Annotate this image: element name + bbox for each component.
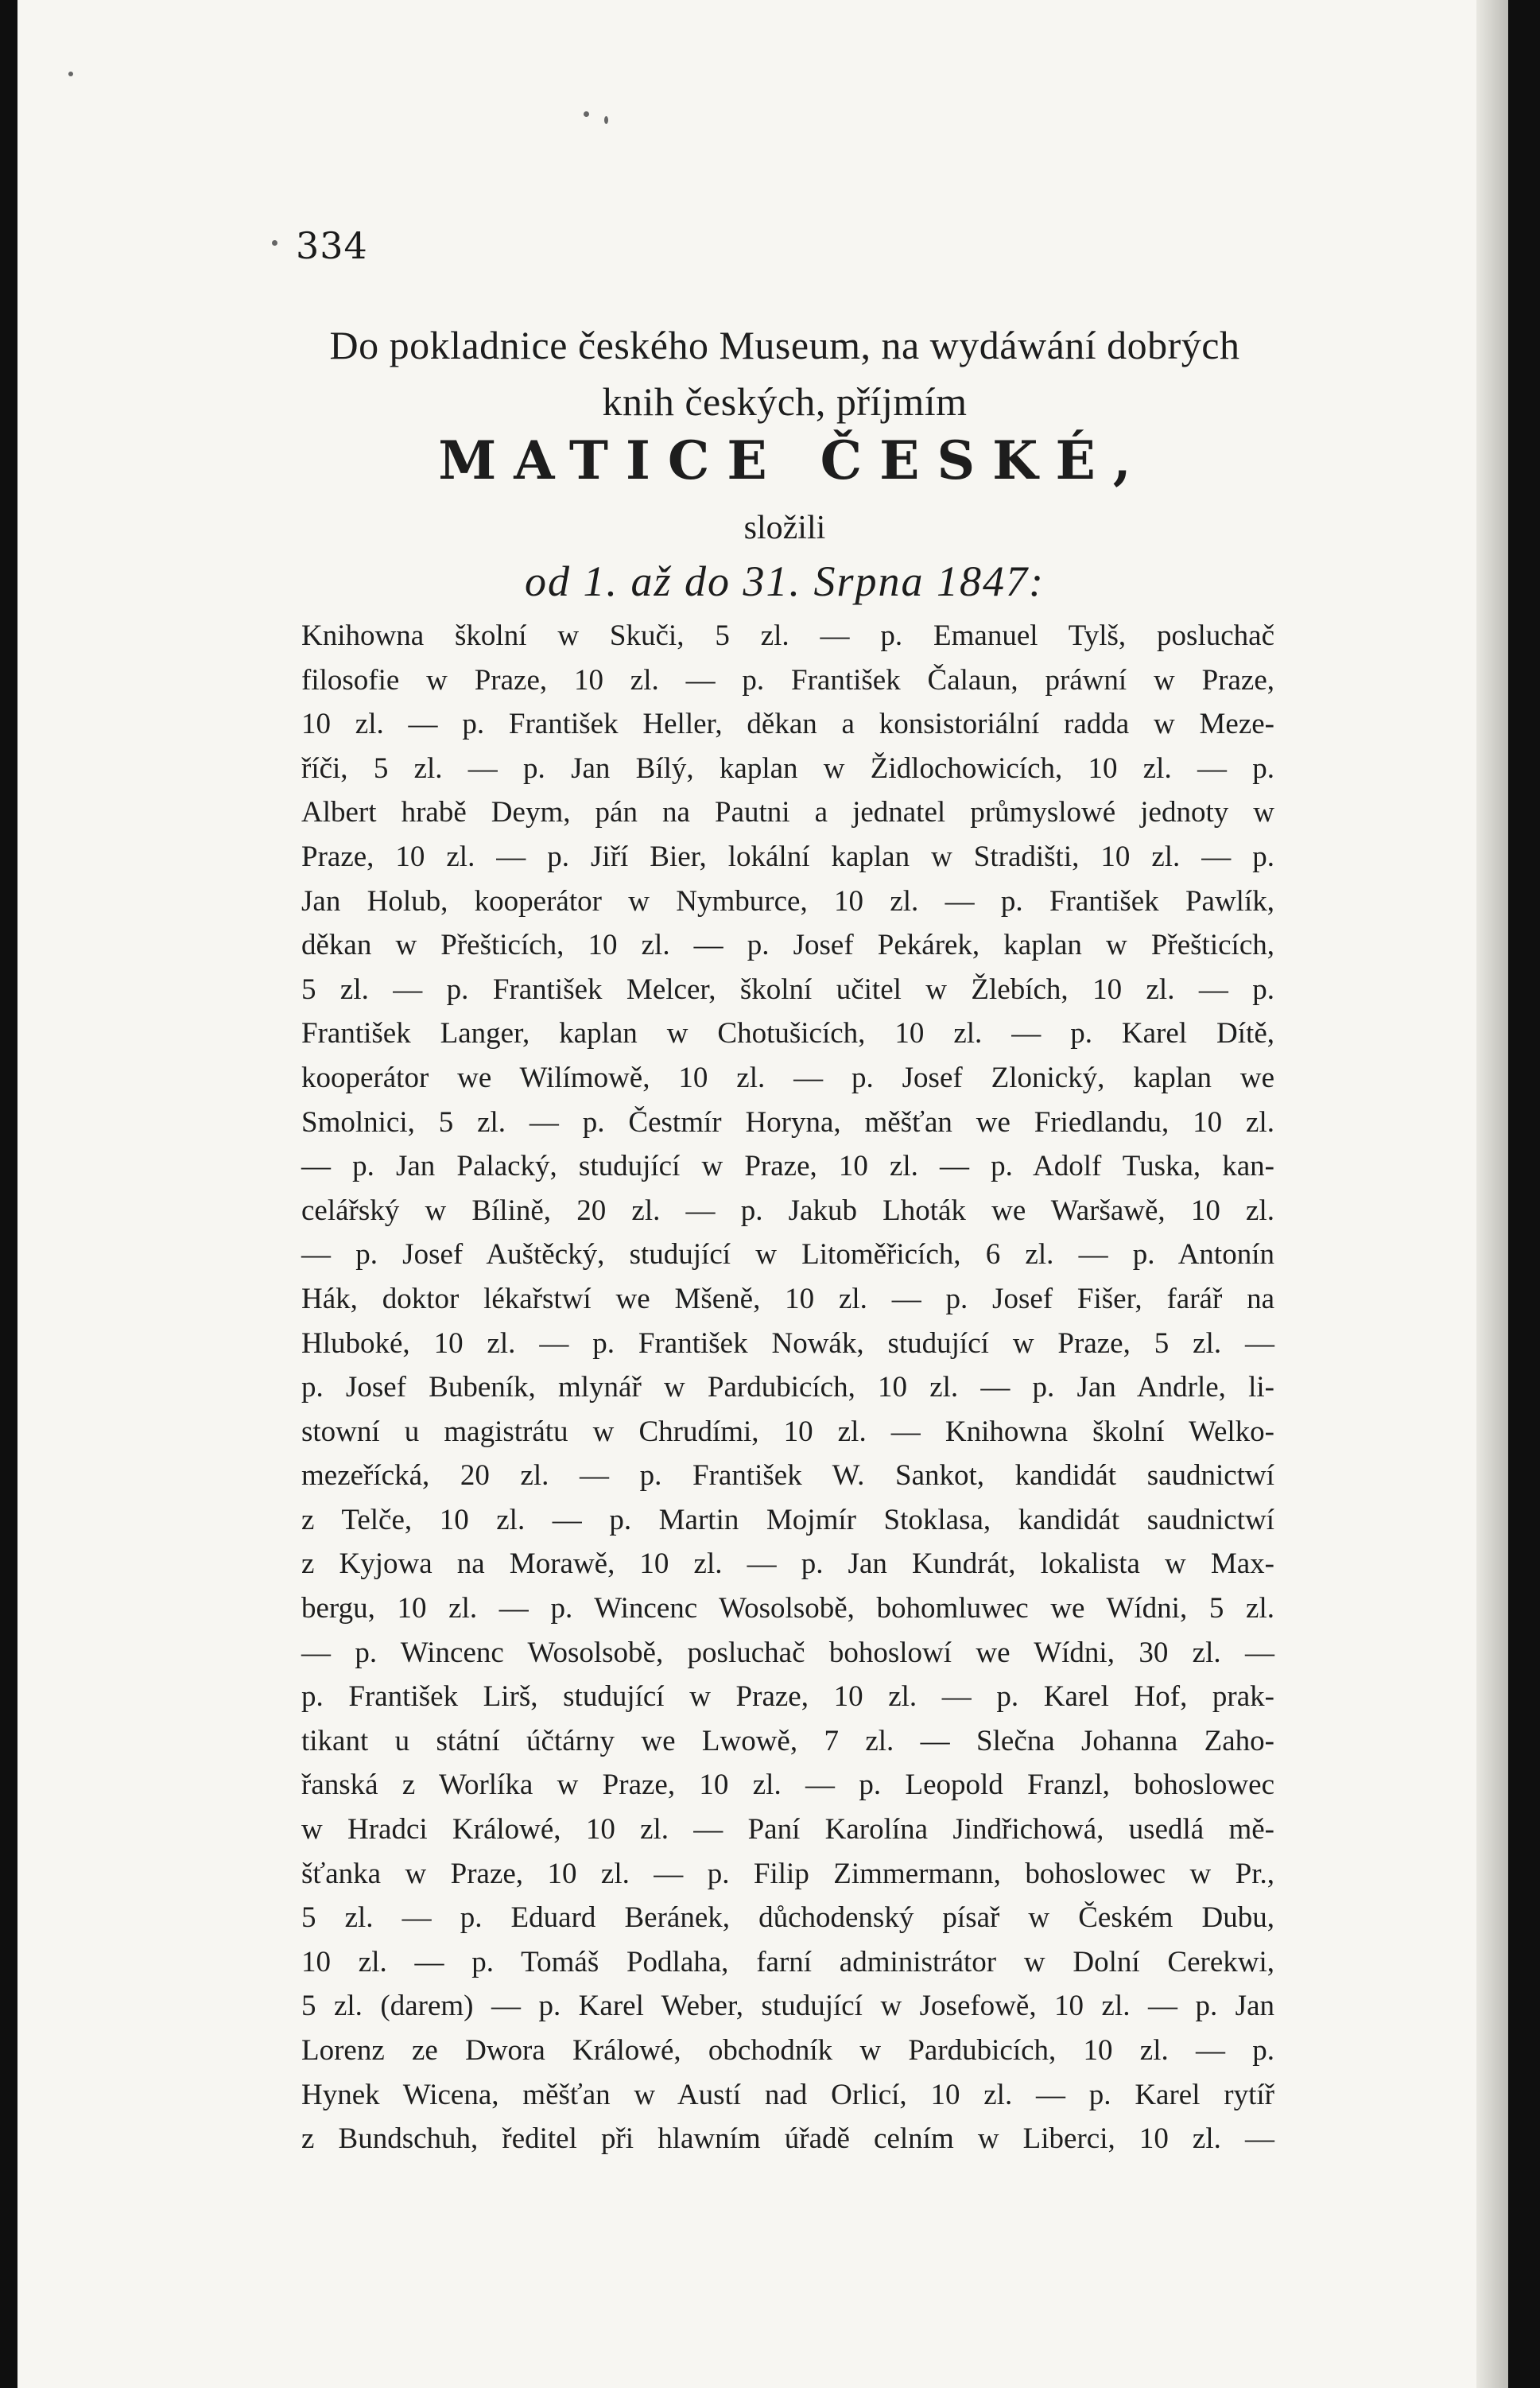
text-line: Smolnici, 5 zl. — p. Čestmír Horyna, měšťan we Friedlandu, 10 zl. <box>301 1105 1274 1139</box>
text-line: říči, 5 zl. — p. Jan Bílý, kaplan w Židlochowicích, 10 zl. — p. <box>301 751 1274 785</box>
text-line: šťanka w Praze, 10 zl. — p. Filip Zimmermann, bohoslowec w Pr., <box>301 1857 1274 1890</box>
text-line: — p. Jan Palacký, studující w Praze, 10 zl. — p. Adolf Tuska, kan- <box>301 1150 1274 1183</box>
text-line: řanská z Worlíka w Praze, 10 zl. — p. Leopold Franzl, bohoslowec <box>301 1769 1274 1802</box>
title-line-3: složili <box>743 510 826 546</box>
text-line: celářský w Bílině, 20 zl. — p. Jakub Lhoták we Waršawě, 10 zl. <box>301 1194 1274 1227</box>
text-line: 5 zl. (darem) — p. Karel Weber, studující w Josefowě, 10 zl. — p. Jan <box>301 1990 1274 2023</box>
speck <box>604 116 608 124</box>
speck <box>272 240 277 246</box>
text-line: filosofie w Praze, 10 zl. — p. František Čalaun, práwní w Praze, <box>301 663 1274 697</box>
text-line: tikant u státní účtárny we Lwowě, 7 zl. — Slečna Johanna Zaho- <box>301 1724 1274 1757</box>
text-line: Hluboké, 10 zl. — p. František Nowák, studující w Praze, 5 zl. — <box>301 1326 1274 1360</box>
text-line: Hák, doktor lékařstwí we Mšeně, 10 zl. — p. Josef Fišer, farář na <box>301 1282 1274 1315</box>
text-line: z Kyjowa na Morawě, 10 zl. — p. Jan Kundrát, lokalista w Max- <box>301 1547 1274 1581</box>
title-main: MATICE ČESKÉ, <box>438 429 1149 491</box>
text-line: p. František Lirš, studující w Praze, 10 zl. — p. Karel Hof, prak- <box>301 1680 1274 1714</box>
text-line: Knihowna školní w Skuči, 5 zl. — p. Emanuel Tylš, posluchač <box>301 619 1274 652</box>
speck <box>68 72 73 76</box>
text-line: 10 zl. — p. František Heller, děkan a konsistoriální radda w Meze- <box>301 708 1274 741</box>
donor-list <box>301 614 1274 2161</box>
title-line-1: Do pokladnice českého Museum, na wydáwání dobrých <box>329 323 1240 367</box>
text-line: z Bundschuh, ředitel při hlawním úřadě celním w Liberci, 10 zl. — <box>301 2122 1274 2156</box>
text-line: Jan Holub, kooperátor w Nymburce, 10 zl. — p. František Pawlík, <box>301 884 1274 918</box>
text-line: Hynek Wicena, měšťan w Austí nad Orlicí, 10 zl. — p. Karel rytíř <box>301 2078 1274 2111</box>
text-line: Praze, 10 zl. — p. Jiří Bier, lokální kaplan w Stradišti, 10 zl. — p. <box>301 840 1274 873</box>
speck <box>584 111 589 117</box>
text-line: bergu, 10 zl. — p. Wincenc Wosolsobě, bohomluwec we Wídni, 5 zl. <box>301 1592 1274 1625</box>
title-line-2: knih českých, příjmím <box>602 379 968 424</box>
text-line: Albert hrabě Deym, pán na Pautni a jednatel průmyslowé jednoty w <box>301 796 1274 829</box>
text-line: František Langer, kaplan w Chotušicích, 10 zl. — p. Karel Dítě, <box>301 1017 1274 1050</box>
text-line: kooperátor we Wilímowě, 10 zl. — p. Josef Zlonický, kaplan we <box>301 1061 1274 1094</box>
page-edge-shadow <box>1476 0 1508 2388</box>
text-line: 5 zl. — p. Eduard Beránek, důchodenský písař w Českém Dubu, <box>301 1901 1274 1935</box>
text-line: stowní u magistrátu w Chrudími, 10 zl. — Knihowna školní Welko- <box>301 1415 1274 1448</box>
text-line: 10 zl. — p. Tomáš Podlaha, farní administrátor w Dolní Cerekwi, <box>301 1945 1274 1978</box>
page-number: 334 <box>296 224 368 267</box>
text-line: w Hradci Králowé, 10 zl. — Paní Karolína Jindřichowá, usedlá mě- <box>301 1813 1274 1846</box>
text-line: — p. Josef Auštěcký, studující w Litoměřicích, 6 zl. — p. Antonín <box>301 1238 1274 1272</box>
text-line: — p. Wincenc Wosolsobě, posluchač bohoslowí we Wídni, 30 zl. — <box>301 1636 1274 1669</box>
text-line: mezeřícká, 20 zl. — p. František W. Sankot, kandidát saudnictwí <box>301 1459 1274 1493</box>
text-line: p. Josef Bubeník, mlynář w Pardubicích, 10 zl. — p. Jan Andrle, li- <box>301 1371 1274 1404</box>
text-line: děkan w Přešticích, 10 zl. — p. Josef Pekárek, kaplan w Přešticích, <box>301 929 1274 962</box>
text-line: z Telče, 10 zl. — p. Martin Mojmír Stoklasa, kandidát saudnictwí <box>301 1503 1274 1536</box>
text-line: 5 zl. — p. František Melcer, školní učitel w Žlebích, 10 zl. — p. <box>301 973 1274 1006</box>
text-line: Lorenz ze Dwora Králowé, obchodník w Pardubicích, 10 zl. — p. <box>301 2034 1274 2067</box>
date-line: od 1. až do 31. Srpna 1847: <box>524 557 1045 605</box>
document-page <box>17 0 1508 2388</box>
